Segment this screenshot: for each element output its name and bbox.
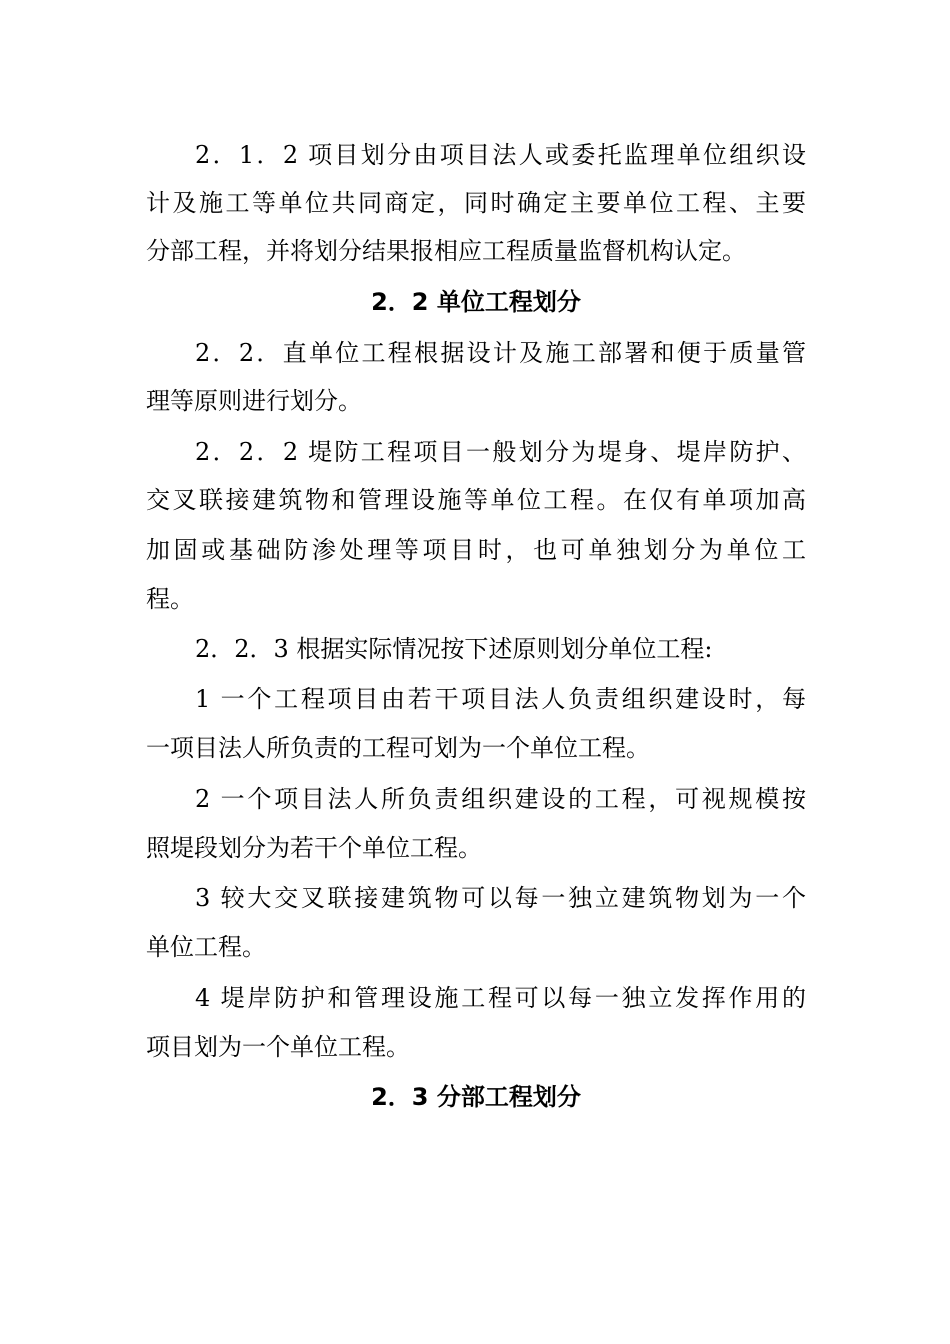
list-item-2-line-1: 2 一个项目法人所负责组织建设的工程，可视规模按 bbox=[195, 785, 806, 813]
paragraph-2-1-2-line-1: 2．1．2 项目划分由项目法人或委托监理单位组织设 bbox=[195, 141, 806, 169]
list-item-1-line-1: 1 一个工程项目由若干项目法人负责组织建设时，每 bbox=[195, 685, 806, 713]
paragraph-2-2-1-line-2: 理等原则进行划分。 bbox=[146, 387, 362, 415]
paragraph-2-2-2-line-3: 加固或基础防渗处理等项目时，也可单独划分为单位工 bbox=[146, 536, 806, 564]
list-item-2-line-2: 照堤段划分为若干个单位工程。 bbox=[146, 834, 482, 862]
paragraph-2-2-2-line-4: 程。 bbox=[146, 585, 194, 613]
paragraph-2-2-3-line-1: 2．2．3 根据实际情况按下述原则划分单位工程: bbox=[195, 635, 713, 663]
list-item-3-line-2: 单位工程。 bbox=[146, 933, 266, 961]
list-item-4-line-2: 项目划为一个单位工程。 bbox=[146, 1033, 410, 1061]
list-item-4-line-1: 4 堤岸防护和管理设施工程可以每一独立发挥作用的 bbox=[195, 984, 806, 1012]
list-item-3-line-1: 3 较大交叉联接建筑物可以每一独立建筑物划为一个 bbox=[195, 884, 806, 912]
section-heading-2-2: 2．2 单位工程划分 bbox=[371, 288, 581, 316]
paragraph-2-2-1-line-1: 2．2．直单位工程根据设计及施工部署和便于质量管 bbox=[195, 339, 806, 367]
paragraph-2-1-2-line-2: 计及施工等单位共同商定，同时确定主要单位工程、主要 bbox=[146, 189, 806, 217]
paragraph-2-1-2-line-3: 分部工程，并将划分结果报相应工程质量监督机构认定。 bbox=[146, 237, 746, 265]
paragraph-2-2-2-line-2: 交叉联接建筑物和管理设施等单位工程。在仅有单项加高 bbox=[146, 486, 806, 514]
section-heading-2-3: 2．3 分部工程划分 bbox=[371, 1083, 581, 1111]
paragraph-2-2-2-line-1: 2．2．2 堤防工程项目一般划分为堤身、堤岸防护、 bbox=[195, 438, 806, 466]
list-item-1-line-2: 一项目法人所负责的工程可划为一个单位工程。 bbox=[146, 734, 650, 762]
